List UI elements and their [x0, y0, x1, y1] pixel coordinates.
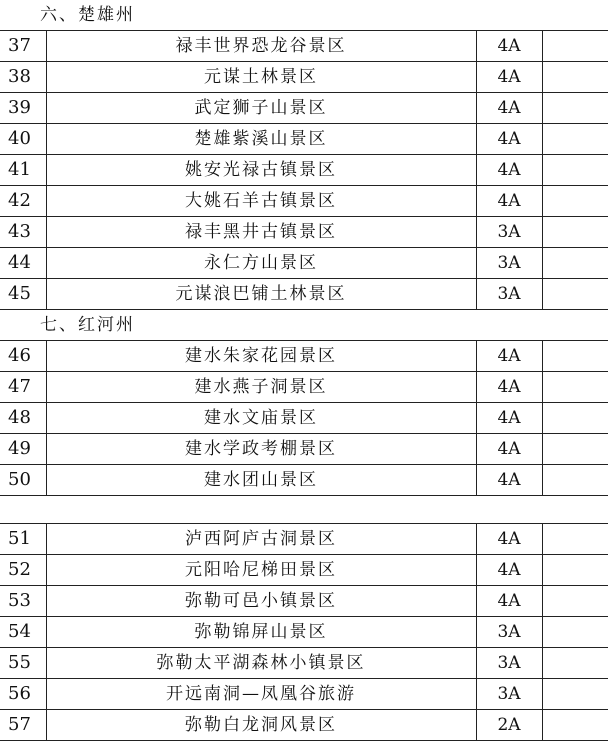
table-row	[0, 524, 608, 555]
empty-cell	[542, 434, 608, 465]
row-number: 43	[0, 217, 46, 248]
table-row	[0, 679, 608, 710]
scenic-area-name: 永仁方山景区	[46, 248, 476, 279]
empty-cell	[542, 279, 608, 310]
section-title: 六、楚雄州	[0, 0, 542, 31]
table-row	[0, 124, 608, 155]
row-number: 40	[0, 124, 46, 155]
table-row	[0, 710, 608, 741]
scenic-area-name: 建水团山景区	[46, 465, 476, 496]
row-number: 56	[0, 679, 46, 710]
grade-level: 4A	[476, 31, 542, 62]
row-number: 41	[0, 155, 46, 186]
section-tail-cell	[542, 0, 608, 31]
grade-level: 4A	[476, 555, 542, 586]
scenic-area-name: 建水燕子洞景区	[46, 372, 476, 403]
table-row	[0, 372, 608, 403]
row-number: 39	[0, 93, 46, 124]
scenic-area-name: 大姚石羊古镇景区	[46, 186, 476, 217]
row-number: 42	[0, 186, 46, 217]
scenic-area-name: 开远南洞—凤凰谷旅游	[46, 679, 476, 710]
table-row	[0, 217, 608, 248]
table-row	[0, 248, 608, 279]
empty-cell	[542, 403, 608, 434]
row-number: 45	[0, 279, 46, 310]
table-row	[0, 403, 608, 434]
scenic-area-name: 禄丰世界恐龙谷景区	[46, 31, 476, 62]
scenic-area-name: 弥勒白龙洞风景区	[46, 710, 476, 741]
grade-level: 3A	[476, 617, 542, 648]
table-row	[0, 155, 608, 186]
grade-level: 4A	[476, 341, 542, 372]
grade-level: 3A	[476, 679, 542, 710]
page-break-gap	[0, 497, 608, 523]
row-number: 53	[0, 586, 46, 617]
grade-level: 4A	[476, 155, 542, 186]
grade-level: 4A	[476, 93, 542, 124]
table-row	[0, 93, 608, 124]
scenic-area-name: 元谋土林景区	[46, 62, 476, 93]
empty-cell	[542, 372, 608, 403]
scenic-area-name: 弥勒太平湖森林小镇景区	[46, 648, 476, 679]
grade-level: 4A	[476, 372, 542, 403]
table-row	[0, 186, 608, 217]
table-row	[0, 31, 608, 62]
table-row	[0, 465, 608, 496]
empty-cell	[542, 341, 608, 372]
grade-level: 2A	[476, 710, 542, 741]
empty-cell	[542, 155, 608, 186]
row-number: 49	[0, 434, 46, 465]
row-number: 37	[0, 31, 46, 62]
empty-cell	[542, 124, 608, 155]
scenic-area-name: 建水朱家花园景区	[46, 341, 476, 372]
empty-cell	[542, 465, 608, 496]
empty-cell	[542, 248, 608, 279]
grade-level: 4A	[476, 586, 542, 617]
row-number: 38	[0, 62, 46, 93]
scenic-area-name: 弥勒可邑小镇景区	[46, 586, 476, 617]
grade-level: 3A	[476, 279, 542, 310]
empty-cell	[542, 524, 608, 555]
row-number: 54	[0, 617, 46, 648]
row-number: 50	[0, 465, 46, 496]
empty-cell	[542, 586, 608, 617]
table-row	[0, 555, 608, 586]
empty-cell	[542, 93, 608, 124]
grade-level: 4A	[476, 62, 542, 93]
grade-level: 3A	[476, 648, 542, 679]
scenic-area-name: 泸西阿庐古洞景区	[46, 524, 476, 555]
empty-cell	[542, 648, 608, 679]
empty-cell	[542, 617, 608, 648]
scenic-area-name: 武定狮子山景区	[46, 93, 476, 124]
row-number: 52	[0, 555, 46, 586]
grade-level: 4A	[476, 186, 542, 217]
scenic-area-name: 元谋浪巴铺土林景区	[46, 279, 476, 310]
row-number: 48	[0, 403, 46, 434]
scenic-area-name: 元阳哈尼梯田景区	[46, 555, 476, 586]
table-row	[0, 648, 608, 679]
table-row	[0, 617, 608, 648]
scenic-area-name: 建水文庙景区	[46, 403, 476, 434]
scenic-area-name: 禄丰黑井古镇景区	[46, 217, 476, 248]
table-row	[0, 434, 608, 465]
grade-level: 4A	[476, 434, 542, 465]
row-number: 46	[0, 341, 46, 372]
scenic-area-name: 姚安光禄古镇景区	[46, 155, 476, 186]
scenic-area-name: 楚雄紫溪山景区	[46, 124, 476, 155]
empty-cell	[542, 31, 608, 62]
grade-level: 4A	[476, 524, 542, 555]
scenic-area-name: 弥勒锦屏山景区	[46, 617, 476, 648]
empty-cell	[542, 679, 608, 710]
table-row	[0, 62, 608, 93]
empty-cell	[542, 710, 608, 741]
empty-cell	[542, 217, 608, 248]
table-row	[0, 586, 608, 617]
section-header-row	[0, 310, 608, 341]
scenic-area-table-part-2	[0, 523, 608, 741]
row-number: 51	[0, 524, 46, 555]
grade-level: 4A	[476, 465, 542, 496]
row-number: 47	[0, 372, 46, 403]
section-header-row	[0, 0, 608, 31]
row-number: 57	[0, 710, 46, 741]
empty-cell	[542, 186, 608, 217]
grade-level: 4A	[476, 124, 542, 155]
table-row	[0, 279, 608, 310]
section-tail-cell	[542, 310, 608, 341]
scenic-area-name: 建水学政考棚景区	[46, 434, 476, 465]
section-title: 七、红河州	[0, 310, 542, 341]
empty-cell	[542, 62, 608, 93]
row-number: 44	[0, 248, 46, 279]
grade-level: 4A	[476, 403, 542, 434]
row-number: 55	[0, 648, 46, 679]
grade-level: 3A	[476, 248, 542, 279]
empty-cell	[542, 555, 608, 586]
table-row	[0, 341, 608, 372]
grade-level: 3A	[476, 217, 542, 248]
